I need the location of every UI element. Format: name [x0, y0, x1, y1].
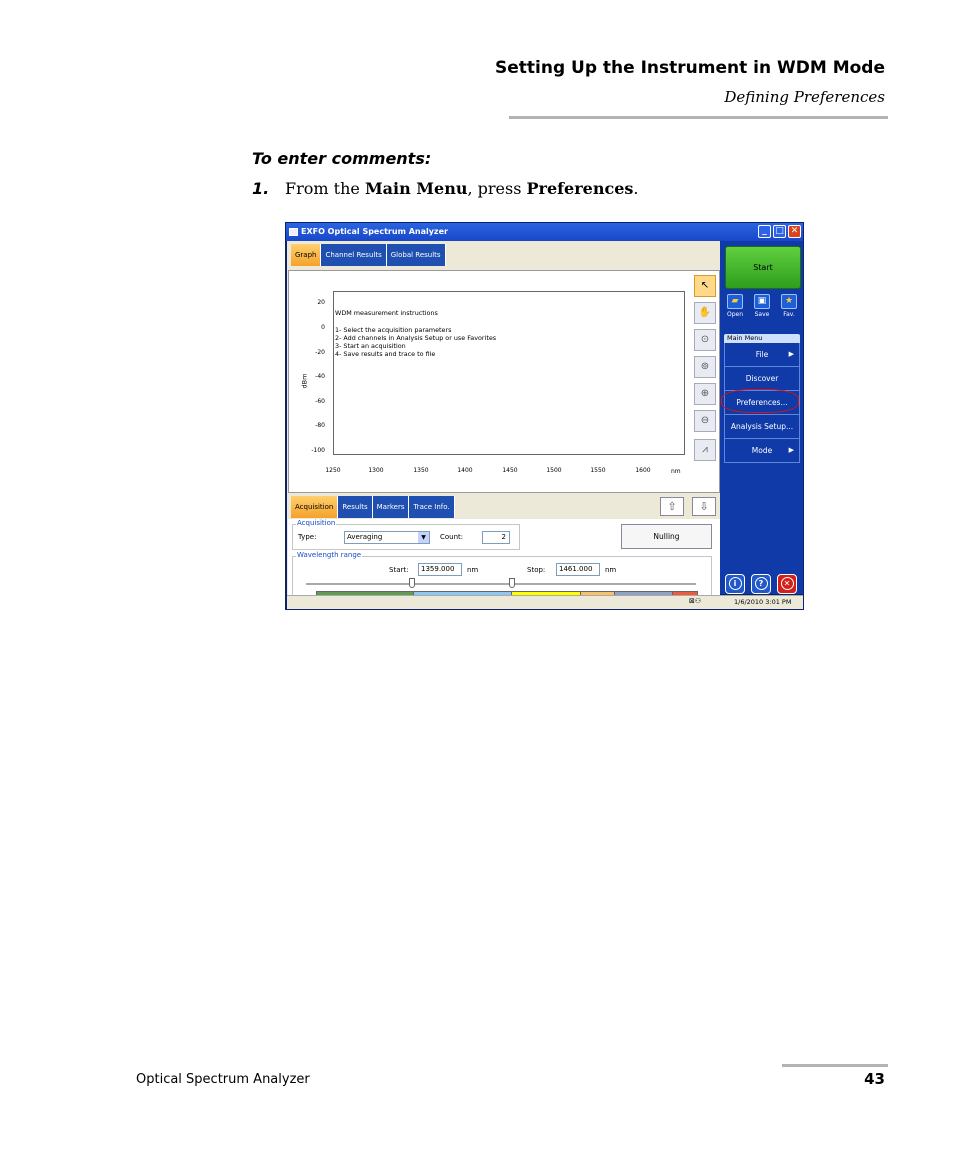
acquisition-legend: Acquisition — [297, 519, 336, 527]
menu-mode-label: Mode — [751, 446, 773, 455]
plug-icon: ⊠⚇ — [689, 597, 702, 605]
y-tick: -20 — [315, 349, 325, 356]
count-input[interactable]: 2 — [482, 531, 510, 544]
zoom-out-icon[interactable]: ⊖ — [694, 410, 716, 432]
nulling-button[interactable]: Nulling — [621, 524, 712, 549]
triangle-right-icon: ▶ — [788, 350, 794, 358]
wavelength-slider[interactable] — [306, 583, 696, 585]
wdm-instructions: WDM measurement instructions 1- Select the acquisition parameters 2- Add channels in Analysis Setup or use Favorites 3- Start an acquisition 4- Save results and trace to file — [335, 309, 497, 359]
header-rule — [509, 116, 888, 119]
step-text: From the — [285, 179, 365, 198]
menu-discover[interactable]: Discover — [724, 367, 800, 391]
section-title: Defining Preferences — [724, 88, 885, 106]
status-bar — [287, 595, 804, 609]
procedure-title: To enter comments: — [252, 149, 432, 168]
tab-markers[interactable]: Markers — [373, 496, 410, 518]
help-icon[interactable]: ? — [751, 574, 771, 594]
start-button[interactable]: Start — [725, 246, 801, 289]
start-unit: nm — [467, 566, 479, 574]
x-tick: 1600 — [635, 467, 651, 474]
x-tick: 1300 — [368, 467, 384, 474]
page-number: 43 — [864, 1070, 885, 1088]
chevron-down-icon: ▼ — [418, 532, 429, 543]
start-slider-handle[interactable] — [409, 578, 415, 588]
main-menu-header: Main Menu — [724, 334, 800, 343]
folder-icon: ▰ — [727, 294, 743, 309]
expand-up-icon[interactable]: ⇧ — [660, 497, 684, 516]
type-label: Type: — [298, 533, 317, 541]
zoom-fit-icon[interactable]: ⊚ — [694, 356, 716, 378]
preferences-highlight-circle — [721, 389, 799, 413]
tab-trace-info[interactable]: Trace Info. — [409, 496, 454, 518]
x-axis-unit: nm — [671, 468, 681, 475]
type-value: Averaging — [347, 533, 383, 541]
pointer-icon[interactable]: ↖ — [694, 275, 716, 297]
x-tick: 1500 — [546, 467, 562, 474]
start-input[interactable]: 1359.000 — [418, 563, 462, 576]
open-button[interactable] — [723, 294, 747, 318]
view-tabs — [291, 244, 446, 266]
y-tick: -40 — [315, 373, 325, 380]
acquisition-group — [292, 519, 520, 550]
zoom-in-icon[interactable]: ⊕ — [694, 383, 716, 405]
tab-results[interactable]: Results — [338, 496, 372, 518]
hand-icon[interactable]: ✋ — [694, 302, 716, 324]
x-tick: 1400 — [457, 467, 473, 474]
star-icon: ★ — [781, 294, 797, 309]
x-tick: 1450 — [502, 467, 518, 474]
collapse-down-icon[interactable]: ⇩ — [692, 497, 716, 516]
lower-tabs — [291, 496, 455, 518]
zoom-area-icon[interactable]: ⊙ — [694, 329, 716, 351]
open-label: Open — [726, 311, 744, 318]
app-window — [285, 222, 804, 610]
title-bar — [286, 223, 803, 241]
window-title: EXFO Optical Spectrum Analyzer — [301, 227, 448, 236]
menu-preferences[interactable]: Preferences... — [724, 391, 800, 415]
y-axis-label: dBm — [300, 373, 309, 389]
chapter-title: Setting Up the Instrument in WDM Mode — [494, 58, 885, 78]
save-label: Save — [754, 311, 770, 318]
tab-channel-results[interactable]: Channel Results — [321, 244, 386, 266]
step-text: . — [633, 179, 639, 198]
graph-panel — [288, 270, 720, 493]
step-bold-preferences: Preferences — [526, 179, 634, 198]
disk-icon: ▣ — [754, 294, 770, 309]
tab-acquisition[interactable]: Acquisition — [291, 496, 338, 518]
step-number: 1. — [252, 179, 270, 198]
x-tick: 1250 — [325, 467, 341, 474]
tab-graph[interactable]: Graph — [291, 244, 321, 266]
count-label: Count: — [440, 533, 464, 541]
y-tick: 20 — [317, 299, 325, 306]
menu-file-label: File — [755, 350, 769, 359]
y-tick: -80 — [315, 422, 325, 429]
lower-tab-bar — [288, 494, 720, 518]
x-tick: 1350 — [413, 467, 429, 474]
info-icon[interactable]: i — [725, 574, 745, 594]
favorites-label: Fav. — [783, 311, 795, 318]
footer-product: Optical Spectrum Analyzer — [136, 1072, 310, 1087]
exit-icon[interactable]: ✕ — [777, 574, 797, 594]
footer-rule — [782, 1064, 888, 1067]
menu-analysis-setup[interactable]: Analysis Setup... — [724, 415, 800, 439]
fit-trace-icon[interactable]: ⩘ — [694, 439, 716, 461]
start-label: Start: — [389, 566, 409, 574]
close-button[interactable]: ✕ — [788, 225, 801, 238]
x-tick: 1550 — [590, 467, 606, 474]
stop-input[interactable]: 1461.000 — [556, 563, 600, 576]
save-button[interactable] — [750, 294, 774, 318]
maximize-button[interactable]: □ — [773, 225, 786, 238]
stop-unit: nm — [605, 566, 617, 574]
wavelength-legend: Wavelength range — [297, 551, 362, 559]
step-1 — [252, 179, 638, 198]
stop-label: Stop: — [527, 566, 546, 574]
status-datetime: 1/6/2010 3:01 PM — [734, 598, 792, 606]
triangle-right-icon: ▶ — [788, 446, 794, 454]
y-tick: -60 — [315, 398, 325, 405]
menu-file[interactable] — [724, 343, 800, 367]
main-area — [287, 241, 720, 607]
step-bold-main-menu: Main Menu — [364, 179, 468, 198]
minimize-button[interactable]: _ — [758, 225, 771, 238]
y-tick: -100 — [311, 447, 325, 454]
menu-mode[interactable] — [724, 439, 800, 463]
stop-slider-handle[interactable] — [509, 578, 515, 588]
tab-global-results[interactable]: Global Results — [387, 244, 446, 266]
right-panel — [720, 241, 803, 594]
app-icon — [289, 228, 298, 236]
type-select[interactable] — [344, 531, 430, 544]
y-tick: 0 — [321, 324, 325, 331]
step-text: , press — [467, 179, 527, 198]
favorites-button[interactable] — [777, 294, 801, 318]
